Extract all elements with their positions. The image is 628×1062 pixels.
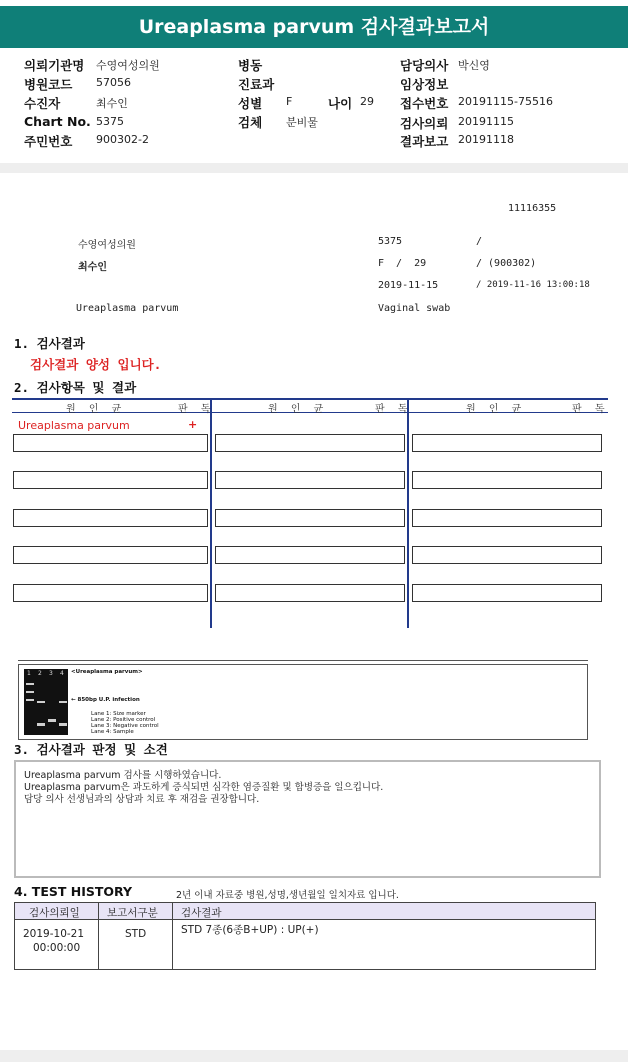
empty-cell	[412, 434, 602, 452]
positive-result: 검사결과 양성 입니다.	[30, 357, 162, 372]
gel-band	[26, 691, 34, 693]
gel-band	[26, 699, 34, 701]
gel-band	[59, 701, 67, 703]
gel-band	[37, 701, 45, 703]
table-row	[14, 920, 596, 970]
id-value: 900302-2	[96, 133, 149, 146]
dept-label: 진료과	[238, 77, 275, 92]
meta-hospital: 수영여성의원	[78, 240, 136, 251]
age-value: 29	[360, 95, 374, 108]
section-3-title: 3. 검사결과 판정 및 소견	[14, 742, 168, 757]
clinical-label: 임상정보	[400, 77, 449, 92]
history-time: 00:00:00	[33, 942, 81, 954]
meta-sex-age: F / 29	[378, 258, 427, 269]
patient-info-block	[0, 52, 628, 162]
gel-band	[37, 723, 45, 726]
empty-cell	[13, 584, 208, 602]
meta-date-received: 2019-11-15	[378, 280, 439, 291]
meta-slash: /	[476, 236, 483, 247]
divider-band	[0, 163, 628, 173]
meta-birth: / (900302)	[476, 258, 537, 269]
report-date-label: 결과보고	[400, 134, 449, 149]
gel-top-rule	[18, 660, 588, 661]
meta-specimen: Vaginal swab	[378, 303, 451, 314]
section-4-title: 4. TEST HISTORY	[14, 884, 133, 899]
section-1-title: 1. 검사결과	[14, 336, 85, 351]
findings-box	[14, 760, 601, 878]
meta-patient: 최수인	[78, 262, 107, 273]
doctor-label: 담당의사	[400, 58, 449, 73]
chart-label: Chart No.	[24, 114, 91, 129]
history-header-row	[14, 902, 596, 920]
gel-band	[48, 719, 56, 722]
receipt-value: 20191115-75516	[458, 95, 553, 108]
meta-test-name: Ureaplasma parvum	[76, 303, 179, 314]
hospital-code-value: 57056	[96, 76, 131, 89]
history-col-type: 보고서구분	[107, 907, 158, 919]
sex-value: F	[286, 95, 293, 108]
gel-lane-legend: Lane 1: Size marker	[91, 711, 146, 717]
lane-number: 3	[49, 670, 53, 677]
meta-date-reported: / 2019-11-16 13:00:18	[476, 280, 590, 290]
pathogen-name: Ureaplasma parvum	[18, 419, 130, 432]
empty-cell	[412, 471, 602, 489]
col-header-judgement: 판 독	[375, 404, 413, 415]
finding-line: 담당 의사 선생님과의 상담과 치료 후 재검을 권장합니다.	[24, 794, 260, 805]
ward-label: 병동	[238, 58, 263, 73]
col-header-pathogen: 원 인 균	[66, 404, 127, 415]
hospital-label: 의뢰기관명	[24, 58, 85, 73]
history-col-result: 검사결과	[181, 907, 222, 919]
sex-label: 성별	[238, 96, 263, 111]
history-result: STD 7종(6종B+UP) : UP(+)	[181, 924, 319, 936]
hospital-code-label: 병원코드	[24, 77, 73, 92]
gel-lane-legend: Lane 3: Negative control	[91, 723, 159, 729]
history-type: STD	[125, 928, 147, 940]
empty-cell	[215, 584, 405, 602]
age-label: 나이	[328, 96, 353, 111]
col-header-judgement: 판 독	[572, 404, 610, 415]
request-date-value: 20191115	[458, 115, 514, 128]
specimen-label: 검체	[238, 115, 263, 130]
chart-value: 5375	[96, 115, 124, 128]
empty-cell	[412, 509, 602, 527]
table-divider	[172, 902, 173, 970]
history-date: 2019-10-21	[23, 928, 85, 940]
empty-cell	[215, 471, 405, 489]
patient-label: 수진자	[24, 96, 61, 111]
empty-cell	[13, 509, 208, 527]
gel-lane-legend: Lane 2: Positive control	[91, 717, 156, 723]
lane-number: 2	[38, 670, 42, 677]
patient-value: 최수인	[96, 97, 128, 110]
empty-cell	[215, 546, 405, 564]
meta-chart: 5375	[378, 236, 403, 247]
empty-cell	[215, 509, 405, 527]
col-header-pathogen: 원 인 균	[466, 404, 527, 415]
footer-band	[0, 1050, 628, 1062]
report-title: Ureaplasma parvum 검사결과보고서	[0, 6, 628, 48]
doctor-value: 박신영	[458, 59, 490, 72]
hospital-value: 수영여성의원	[96, 59, 160, 72]
report-date-value: 20191118	[458, 133, 514, 146]
gel-title: <Ureaplasma parvum>	[71, 669, 143, 675]
gel-image	[24, 669, 68, 735]
history-note: 2년 이내 자료중 병원,성명,생년월일 일치자료 입니다.	[176, 890, 399, 901]
request-date-label: 검사의뢰	[400, 116, 449, 131]
id-label: 주민번호	[24, 134, 73, 149]
empty-cell	[13, 434, 208, 452]
history-col-date: 검사의뢰일	[29, 907, 80, 919]
grid-column-divider	[407, 398, 409, 628]
pathogen-result: +	[188, 418, 198, 431]
barcode-number: 11116355	[508, 203, 557, 214]
test-history-table	[14, 902, 596, 970]
gel-lane-legend: Lane 4: Sample	[91, 729, 134, 735]
col-header-pathogen: 원 인 균	[268, 404, 329, 415]
lane-number: 4	[60, 670, 64, 677]
lane-number: 1	[27, 670, 31, 677]
empty-cell	[13, 471, 208, 489]
col-header-judgement: 판 독	[178, 404, 216, 415]
specimen-value: 분비물	[286, 116, 318, 129]
empty-cell	[412, 584, 602, 602]
table-divider	[98, 902, 99, 970]
gel-band-label: ← 850bp U.P. infection	[71, 697, 140, 703]
gel-band	[26, 683, 34, 685]
gel-electrophoresis-panel	[18, 664, 588, 740]
gel-band	[59, 723, 67, 726]
empty-cell	[412, 546, 602, 564]
finding-line: Ureaplasma parvum 검사를 시행하였습니다.	[24, 770, 222, 781]
receipt-label: 접수번호	[400, 96, 449, 111]
grid-column-divider	[210, 398, 212, 628]
empty-cell	[13, 546, 208, 564]
section-2-title: 2. 검사항목 및 결과	[14, 380, 137, 395]
empty-cell	[215, 434, 405, 452]
finding-line: Ureaplasma parvum은 과도하게 증식되면 심각한 염증질환 및 합병증을 일으킵니다.	[24, 782, 384, 793]
